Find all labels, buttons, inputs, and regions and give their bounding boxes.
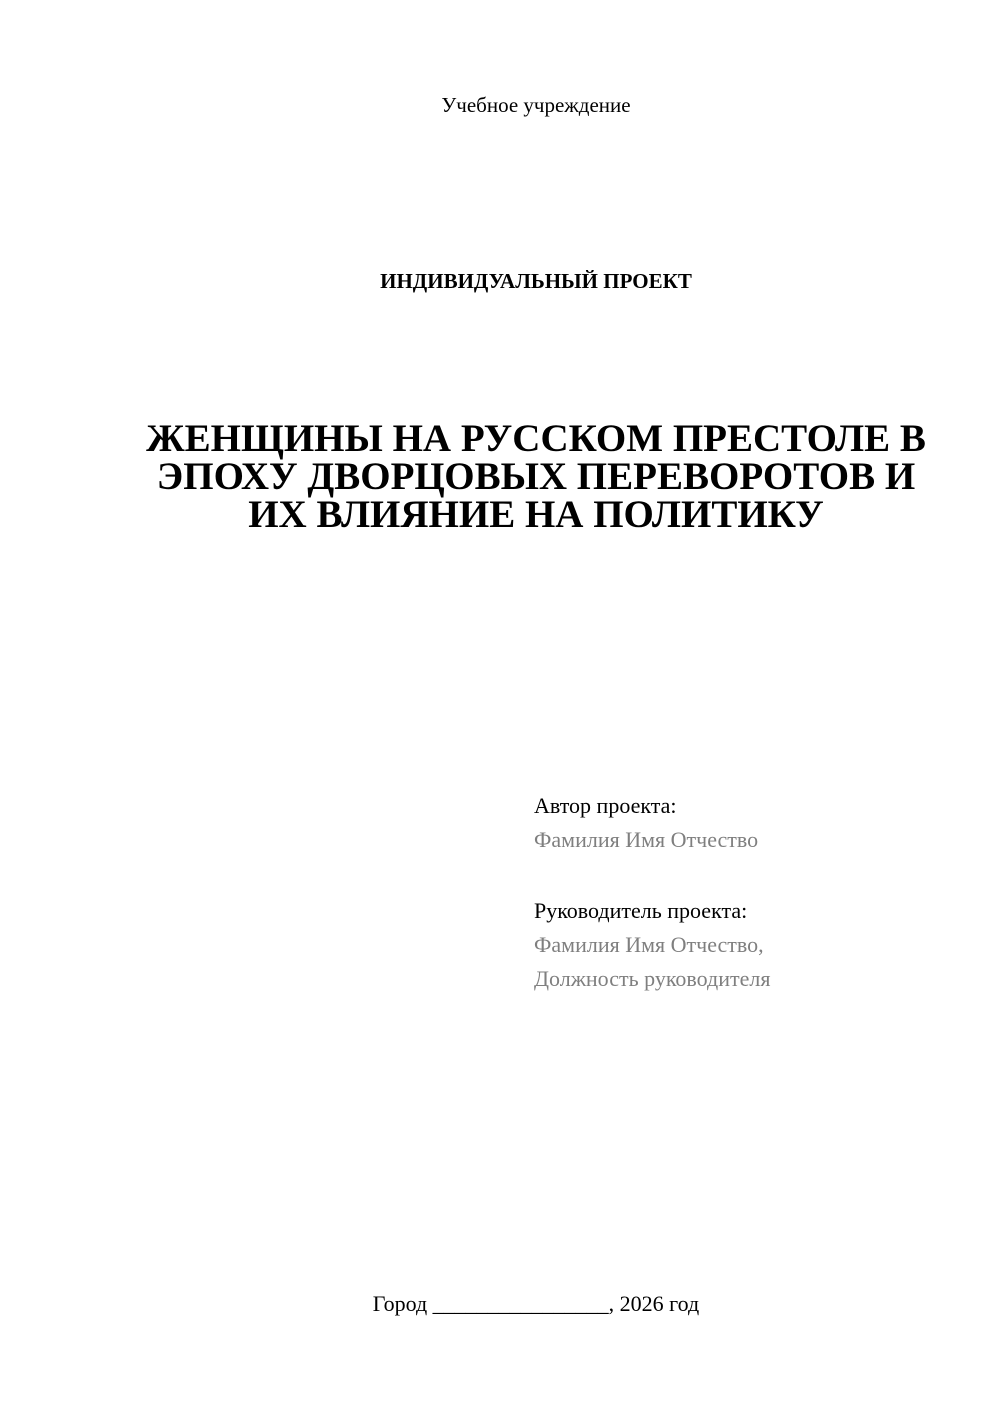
- city-year: Город ________________, 2026 год: [372, 1291, 700, 1316]
- institution-name: Учебное учреждение: [441, 93, 631, 117]
- project-title: [140, 417, 932, 536]
- supervisor-label: Руководитель проекта:: [534, 898, 748, 923]
- document-type: ИНДИВИДУАЛЬНЫЙ ПРОЕКТ: [380, 269, 692, 293]
- author-label: Автор проекта:: [534, 793, 677, 818]
- author-name: Фамилия Имя Отчество: [534, 827, 759, 852]
- project-title-line: ЖЕНЩИНЫ НА РУССКОМ ПРЕСТОЛЕ В: [146, 417, 926, 460]
- spacer: [534, 857, 974, 894]
- supervisor-name: Фамилия Имя Отчество,: [534, 932, 764, 957]
- project-title-line: ИХ ВЛИЯНИЕ НА ПОЛИТИКУ: [248, 493, 824, 536]
- supervisor-position: Должность руководителя: [534, 966, 771, 991]
- project-info: [534, 789, 974, 996]
- project-title-line: ЭПОХУ ДВОРЦОВЫХ ПЕРЕВОРОТОВ И: [156, 455, 916, 498]
